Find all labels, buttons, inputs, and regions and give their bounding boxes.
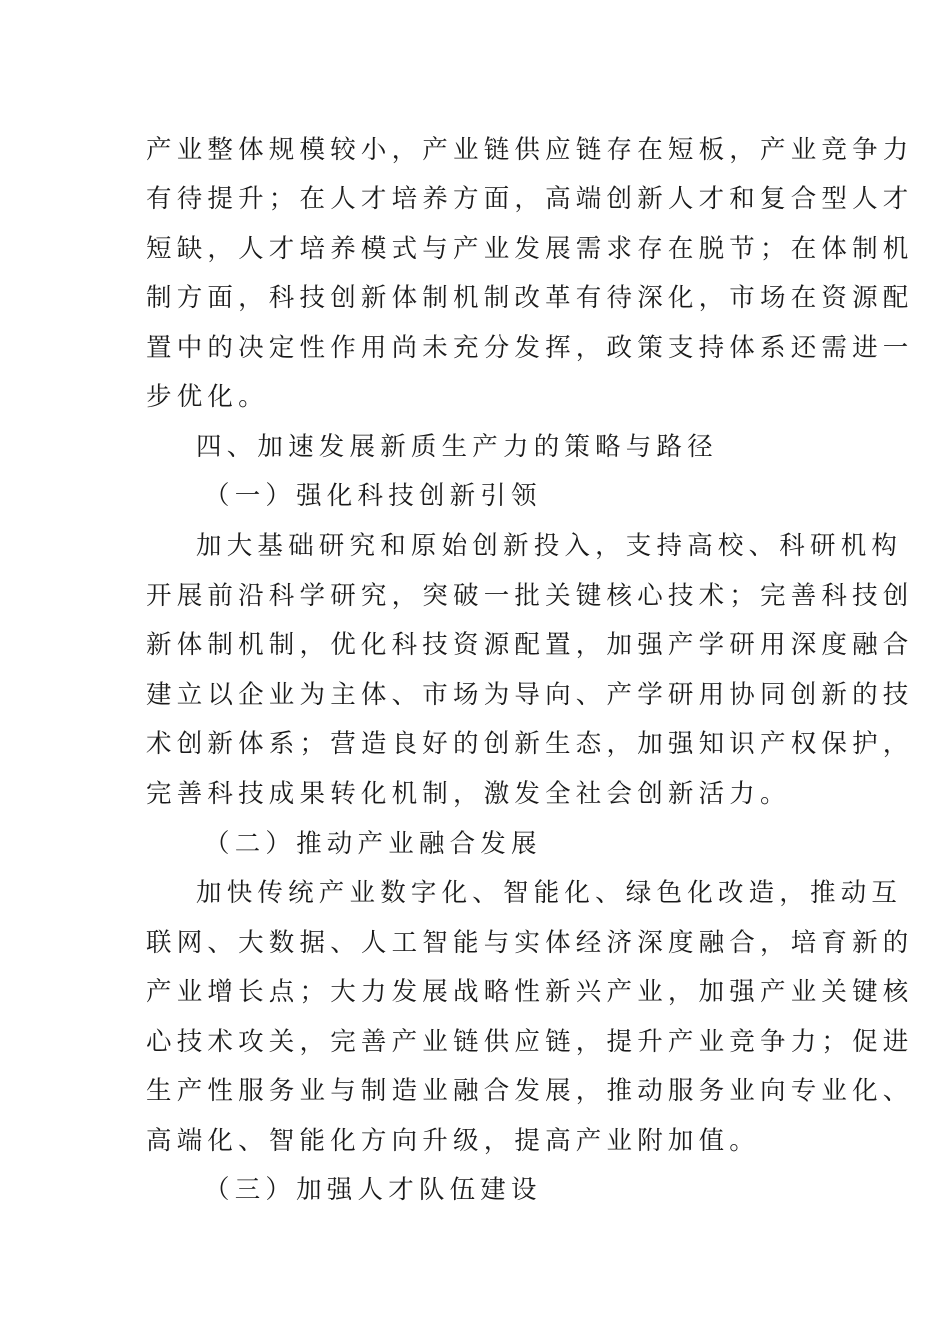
paragraph-line: 有待提升；在人才培养方面，高端创新人才和复合型人才	[146, 184, 914, 214]
subsection-heading: （二）推动产业融合发展	[204, 829, 542, 859]
paragraph-line: 加快传统产业数字化、智能化、绿色化改造，推动互	[196, 878, 903, 908]
section-heading: 四、加速发展新质生产力的策略与路径	[196, 432, 718, 462]
paragraph-line: 联网、大数据、人工智能与实体经济深度融合，培育新的	[146, 928, 914, 958]
paragraph-line: 加大基础研究和原始创新投入，支持高校、科研机构	[196, 531, 903, 561]
paragraph-line: 建立以企业为主体、市场为导向、产学研用协同创新的技	[146, 680, 914, 710]
paragraph-line: 产业增长点；大力发展战略性新兴产业，加强产业关键核	[146, 977, 914, 1007]
paragraph-line: 置中的决定性作用尚未充分发挥，政策支持体系还需进一	[146, 333, 914, 363]
paragraph-line: 生产性服务业与制造业融合发展，推动服务业向专业化、	[146, 1076, 914, 1106]
paragraph-line: 产业整体规模较小，产业链供应链存在短板，产业竞争力	[146, 135, 914, 165]
paragraph-line: 完善科技成果转化机制，激发全社会创新活力。	[146, 779, 791, 809]
paragraph-line: 短缺，人才培养模式与产业发展需求存在脱节；在体制机	[146, 234, 914, 264]
paragraph-line: 制方面，科技创新体制机制改革有待深化，市场在资源配	[146, 283, 914, 313]
paragraph-line: 心技术攻关，完善产业链供应链，提升产业竞争力；促进	[146, 1027, 914, 1057]
subsection-heading: （三）加强人才队伍建设	[204, 1175, 542, 1205]
paragraph-line: 高端化、智能化方向升级，提高产业附加值。	[146, 1126, 761, 1156]
paragraph-line: 步优化。	[146, 382, 269, 412]
paragraph-line: 术创新体系；营造良好的创新生态，加强知识产权保护，	[146, 729, 914, 759]
subsection-heading: （一）强化科技创新引领	[204, 481, 542, 511]
paragraph-line: 开展前沿科学研究，突破一批关键核心技术；完善科技创	[146, 581, 914, 611]
paragraph-line: 新体制机制，优化科技资源配置，加强产学研用深度融合	[146, 630, 914, 660]
